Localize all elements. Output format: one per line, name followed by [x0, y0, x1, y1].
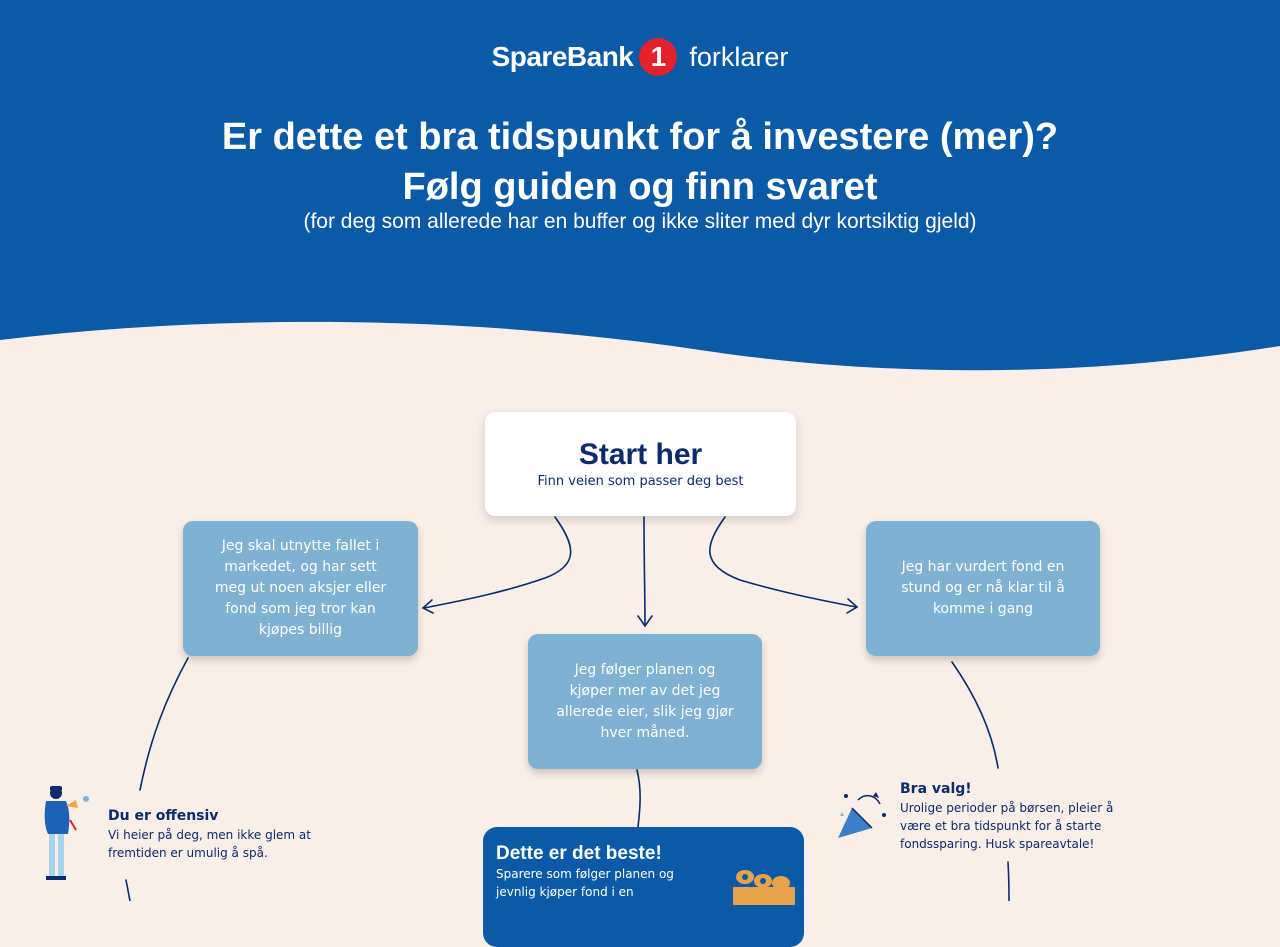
- option-left-node: [183, 521, 418, 656]
- start-title: Start her: [578, 438, 703, 471]
- option-middle-node: [528, 634, 762, 769]
- logo-subtext: forklarer: [689, 41, 789, 72]
- page-title-line2: Følg guiden og finn svaret: [402, 166, 878, 208]
- connector-left-down: [140, 658, 188, 790]
- connector-start-right: [710, 517, 856, 607]
- sparebank-logo[interactable]: [0, 38, 1280, 76]
- result-left: [108, 806, 338, 862]
- option-middle-text: Jeg følger planen og kjøper mer av det jeg allerede eier, slik jeg gjør hver måned.: [556, 661, 734, 741]
- page-title-line1: Er dette et bra tidspunkt for å investere (mer)?: [221, 116, 1059, 158]
- connector-right-down2: [1008, 862, 1009, 901]
- result-right-title: Bra valg!: [900, 781, 972, 797]
- result-left-title: Du er offensiv: [108, 808, 219, 824]
- result-right: [900, 779, 1130, 853]
- connector-start-left: [424, 517, 571, 608]
- coins-icon: [729, 865, 799, 905]
- party-popper-icon: [838, 792, 886, 838]
- option-right-node: [866, 521, 1100, 656]
- result-middle-node: [483, 827, 804, 947]
- page-subtitle: (for deg som allerede har en buffer og ikke sliter med dyr kortsiktig gjeld): [303, 210, 977, 233]
- result-left-text: Vi heier på deg, men ikke glem at fremtiden er umulig å spå.: [108, 828, 311, 860]
- person-with-megaphone-icon: [45, 786, 89, 880]
- connector-right-down: [952, 662, 998, 768]
- result-right-text: Urolige perioder på børsen, pleier å være et bra tidspunkt for å starte fondssparing. Husk spareavtale!: [900, 801, 1114, 851]
- connector-start-middle: [644, 517, 645, 626]
- option-right-text: Jeg har vurdert fond en stund og er nå klar til å komme i gang: [901, 559, 1065, 617]
- result-middle-title: Dette er det beste!: [496, 843, 662, 864]
- result-middle-text: Sparere som følger planen og jevnlig kjøper fond i en: [496, 867, 674, 899]
- logo-wordmark: SpareBank: [491, 41, 634, 72]
- connector-middle-down: [637, 770, 640, 827]
- option-left-text: Jeg skal utnytte fallet i markedet, og har sett meg ut noen aksjer eller fond som jeg tror kan kjøpes billig: [214, 538, 387, 638]
- logo-number-badge: 1: [639, 38, 677, 76]
- connector-left-down2: [126, 880, 130, 901]
- start-node: [485, 412, 796, 516]
- start-subtitle: Finn veien som passer deg best: [537, 474, 744, 489]
